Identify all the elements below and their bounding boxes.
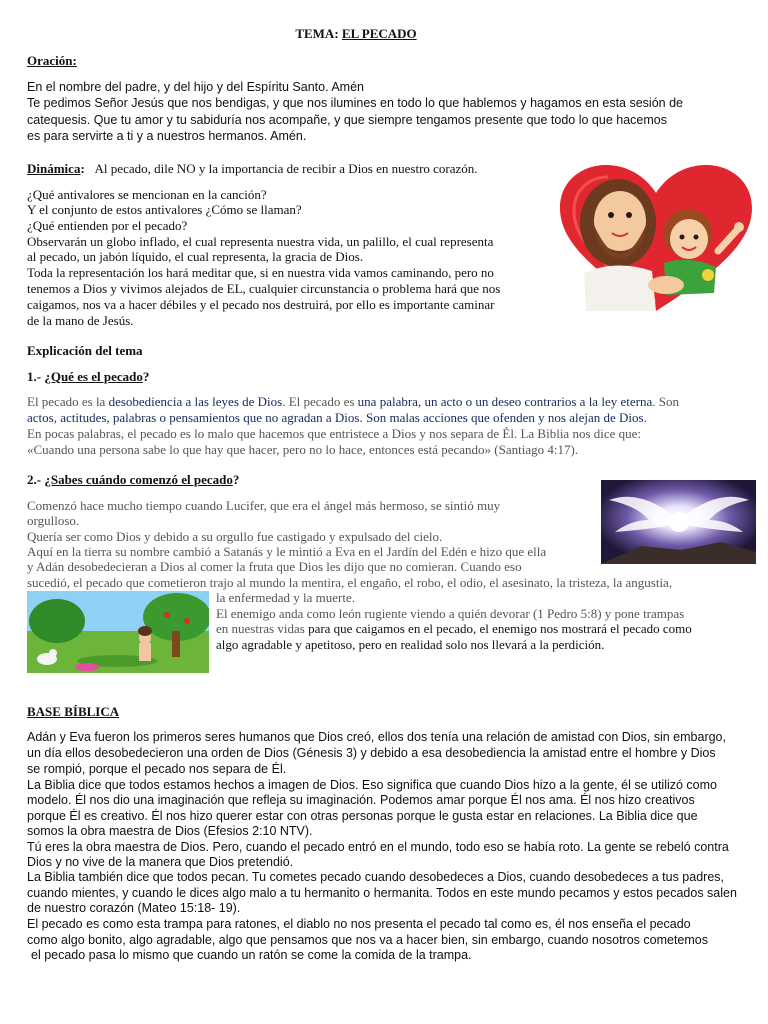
jesus-child-heart-illustration <box>556 163 756 313</box>
q1-line: actos, actitudes, palabras o pensamientos que no agradan a Dios. Son malas acciones que ofenden y nos alejan de Dios. <box>27 410 647 425</box>
q1-line: En pocas palabras, el pecado es lo malo que hacemos que entristece a Dios y nos separa de Él. La Biblia nos dice que: <box>27 426 642 441</box>
question-2-text: ¿Sabes cuándo comenzó el pecado <box>44 472 233 487</box>
dinamica-intro: Dinámica: Al pecado, dile NO y la importancia de recibir a Dios en nuestro corazón. <box>27 161 478 176</box>
dinamica-label: Dinámica <box>27 161 81 176</box>
base-line: como algo bonito, algo agradable, algo que pensamos que nos va a hacer bien, sin embargo, cuando nosotros cometemos <box>27 933 708 947</box>
base-line: el pecado pasa lo mismo que cuando un ratón se come la comida de la trampa. <box>31 948 472 962</box>
base-line: La Biblia también dice que todos pecan. Tu cometes pecado cuando desobedeces a Dios, cuando desobedeces a tus padres, <box>27 870 725 884</box>
q2-line: Quería ser como Dios y debido a su orgullo fue castigado y expulsado del cielo. <box>27 529 443 544</box>
q1-line: «Cuando una persona sabe lo que hay que hacer, pero no lo hace, entonces está pecando» (Santiago 4:17). <box>27 442 579 457</box>
base-line: porque Él es creativo. Él nos hizo querer estar con otras personas porque le gusta estar en relaciones. La Biblia dice que <box>27 809 698 823</box>
dinamica-line: ¿Qué entienden por el pecado? <box>27 218 188 233</box>
q2-line: orgulloso. <box>27 513 80 528</box>
dinamica-line: caigamos, nos va a hacer débiles y el pecado nos destruirá, por ello es importante caminar <box>27 297 495 312</box>
oracion-line: Te pedimos Señor Jesús que nos bendigas, y que nos ilumines en todo lo que hablemos y hagamos en esta sesión de <box>27 96 683 110</box>
base-line: Adán y Eva fueron los primeros seres humanos que Dios creó, ellos dos tenía una relación de amistad con Dios, sin embargo, <box>27 730 726 744</box>
q2-line: sucedió, el pecado que cometieron trajo al mundo la mentira, el engaño, el robo, el odio, el asesinato, la tristeza, la angustia, <box>27 575 673 590</box>
dinamica-line: Observarán un globo inflado, el cual representa nuestra vida, un palillo, el cual representa <box>27 234 494 249</box>
dinamica-line: de la mano de Jesús. <box>27 313 134 328</box>
base-line: de nuestro corazón (Mateo 15:18- 19). <box>27 901 241 915</box>
dinamica-line: tenemos a Dios y vivimos alejados de EL, cualquier circunstancia o problema hará que nos <box>27 281 501 296</box>
q2-line: en nuestras vidas para que caigamos en el pecado, el enemigo nos mostrará el pecado como <box>216 621 692 636</box>
q2-line: algo agradable y apetitoso, pero en realidad solo nos llevará a la perdición. <box>216 637 605 652</box>
explicacion-heading: Explicación del tema <box>27 343 143 358</box>
q1-line: El pecado es la desobediencia a las leyes de Dios. El pecado es una palabra, un acto o un deseo contrarios a la ley eterna. Son <box>27 394 679 409</box>
base-line: se rompió, porque el pecado nos separa de Él. <box>27 762 287 776</box>
base-line: un día ellos desobedecieron una orden de Dios (Génesis 3) y debido a esa desobediencia la amistad entre el hombre y Dios <box>27 746 716 760</box>
dinamica-line: ¿Qué antivalores se mencionan en la canción? <box>27 187 267 202</box>
base-line: Dios y no vive de la manera que Dios pretendió. <box>27 855 294 869</box>
oracion-line: es para servirte a ti y a nuestros hermanos. Amén. <box>27 129 307 143</box>
angel-light-wings-image <box>601 480 756 564</box>
dinamica-line: Y el conjunto de estos antivalores ¿Cómo se llaman? <box>27 202 302 217</box>
base-line: Tú eres la obra maestra de Dios. Pero, cuando el pecado entró en el mundo, todo eso se había roto. La gente se rebeló contra <box>27 840 729 854</box>
base-line: somos la obra maestra de Dios (Efesios 2:10 NTV). <box>27 824 313 838</box>
title-topic: EL PECADO <box>341 26 417 41</box>
q2-line: Aquí en la tierra su nombre cambió a Satanás y le mintió a Eva en el Jardín del Edén e hizo que ella <box>27 544 547 559</box>
base-line: El pecado es como esta trampa para ratones, el diablo no nos presenta el pecado tal como es, él nos enseña el pecado <box>27 917 691 931</box>
question-1-heading: 1.- ¿Qué es el pecado? <box>27 369 150 384</box>
oracion-line: catequesis. Que tu amor y tu sabiduría nos acompañe, y que siempre tengamos presente que todo lo que hacemos <box>27 113 667 127</box>
page-title: TEMA: EL PECADO <box>295 26 417 41</box>
question-2-heading: 2.- ¿Sabes cuándo comenzó el pecado? <box>27 472 240 487</box>
base-line: cuando mientes, y cuando le dices algo malo a tu hermanito o hermanita. Todos en este mundo pecamos y estos pecados salen <box>27 886 737 900</box>
base-biblica-heading: BASE BÍBLICA <box>27 704 120 719</box>
q2-line: El enemigo anda como león rugiente viendo a quién devorar (1 Pedro 5:8) y pone trampas <box>216 606 685 621</box>
dinamica-text: Al pecado, dile NO y la importancia de recibir a Dios en nuestro corazón. <box>94 161 478 176</box>
oracion-heading: Oración: <box>27 53 77 68</box>
base-line: La Biblia dice que todos estamos hechos a imagen de Dios. Eso significa que cuando Dios hizo a la gente, él se utilizó como <box>27 778 717 792</box>
base-line: modelo. Él nos dio una imaginación que refleja su imaginación. Podemos amar porque Él nos ama. Él nos hizo creativos <box>27 793 695 807</box>
garden-of-eden-illustration <box>27 591 209 673</box>
oracion-line: En el nombre del padre, y del hijo y del Espíritu Santo. Amén <box>27 80 364 94</box>
q2-line: la enfermedad y la muerte. <box>216 590 355 605</box>
dinamica-line: al pecado, un jabón líquido, el cual representa, la gracia de Dios. <box>27 249 364 264</box>
q2-line: Comenzó hace mucho tiempo cuando Lucifer, que era el ángel más hermoso, se sintió muy <box>27 498 501 513</box>
question-1-text: ¿Qué es el pecado <box>44 369 143 384</box>
q2-line: y Adán desobedecieran a Dios al comer la fruta que Dios les dijo que no comieran. Cuando eso <box>27 559 522 574</box>
dinamica-line: Toda la representación los hará meditar que, si en nuestra vida vamos caminando, pero no <box>27 265 494 280</box>
